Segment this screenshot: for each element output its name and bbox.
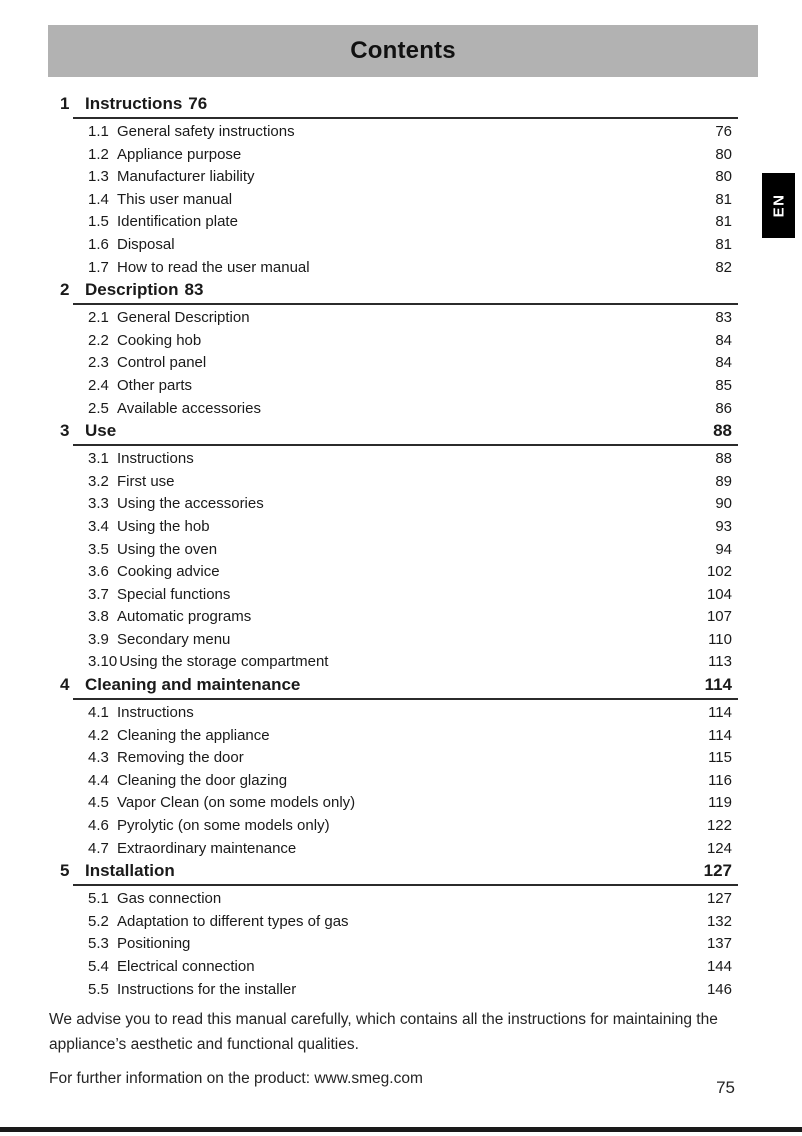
toc-entry xyxy=(60,702,738,725)
toc-section xyxy=(60,93,738,279)
toc-entry xyxy=(60,257,738,280)
entry-page: 81 xyxy=(715,235,732,253)
entry-title: General safety instructions xyxy=(117,123,295,140)
section-title: Installation xyxy=(85,861,175,881)
entry-number: 2.2 xyxy=(88,331,109,349)
entry-title: Appliance purpose xyxy=(117,145,242,163)
entry-page: 107 xyxy=(706,608,732,626)
footer xyxy=(49,1008,733,1092)
entry-number: 1.4 xyxy=(88,190,109,208)
entry-title: Gas connection xyxy=(117,890,222,908)
entry-number: 1.2 xyxy=(88,145,109,163)
entry-number: 2.4 xyxy=(88,376,109,394)
toc-entry xyxy=(60,956,738,979)
entry-title: Special functions xyxy=(117,585,231,603)
entry-number: 4.6 xyxy=(88,817,109,835)
section-page: 88 xyxy=(713,421,732,441)
toc-entry xyxy=(60,352,738,375)
entry-title: Using the hob xyxy=(117,517,210,535)
entry-number: 5.5 xyxy=(88,980,109,998)
entry-page: 81 xyxy=(715,213,732,231)
toc-entry xyxy=(60,911,738,934)
entry-page: 137 xyxy=(706,935,732,953)
toc-entry xyxy=(60,234,738,257)
entry-page: 124 xyxy=(706,839,732,857)
entry-title: General Description xyxy=(117,309,250,327)
section-entries xyxy=(60,446,738,674)
entry-page: 81 xyxy=(715,190,732,208)
entry-title: Instructions xyxy=(117,450,194,468)
entry-number: 5.4 xyxy=(88,958,109,975)
toc-entry xyxy=(60,651,738,674)
section-number: 5 xyxy=(60,861,70,881)
entry-number: 3.3 xyxy=(88,495,109,513)
entry-number: 4.5 xyxy=(88,794,109,812)
entry-page: 88 xyxy=(715,450,732,468)
entry-number: 5.1 xyxy=(88,890,109,908)
entry-number: 3.4 xyxy=(88,517,109,535)
entry-page: 144 xyxy=(706,958,732,975)
entry-page: 90 xyxy=(715,495,732,513)
entry-title: Cooking hob xyxy=(117,331,202,349)
entry-page: 116 xyxy=(708,771,732,789)
entry-title: Instructions for the installer xyxy=(117,980,297,998)
entry-number: 1.6 xyxy=(88,235,109,253)
toc-entry xyxy=(60,166,738,189)
entry-number: 3.7 xyxy=(88,585,109,603)
entry-title: Using the accessories xyxy=(117,495,264,513)
page-number: 75 xyxy=(716,1078,735,1097)
section-page-inline: 76 xyxy=(188,94,208,113)
toc-entry xyxy=(60,629,738,652)
toc xyxy=(60,93,738,1001)
entry-number: 3.2 xyxy=(88,472,109,490)
entry-page: 119 xyxy=(708,794,732,812)
section-page-inline: 83 xyxy=(184,280,204,300)
section-heading xyxy=(60,420,738,441)
section-title: Cleaning and maintenance xyxy=(85,675,301,695)
language-tab xyxy=(762,173,795,238)
section-entries xyxy=(60,119,738,279)
toc-entry xyxy=(60,189,738,212)
toc-entry xyxy=(60,471,738,494)
entry-page: 89 xyxy=(715,472,732,490)
entry-title: Cleaning the door glazing xyxy=(117,771,288,789)
toc-entry xyxy=(60,561,738,584)
toc-entry xyxy=(60,888,738,911)
entry-number: 4.7 xyxy=(88,839,109,857)
toc-entry xyxy=(60,493,738,516)
toc-entry xyxy=(60,307,738,330)
entry-number: 3.8 xyxy=(88,608,109,626)
entry-page: 114 xyxy=(708,704,732,722)
entry-page: 110 xyxy=(708,630,732,648)
section-number: 4 xyxy=(60,675,70,695)
entry-page: 86 xyxy=(715,399,732,417)
entry-title: Manufacturer liability xyxy=(117,168,255,186)
entry-page: 85 xyxy=(715,376,732,394)
entry-page: 127 xyxy=(706,890,732,908)
entry-number: 3.1 xyxy=(88,450,109,468)
entry-number: 1.3 xyxy=(88,168,109,186)
entry-number: 4.1 xyxy=(88,704,109,722)
entry-page: 84 xyxy=(715,331,732,349)
entry-title: Available accessories xyxy=(117,399,261,417)
toc-entry xyxy=(60,398,738,421)
section-heading xyxy=(60,674,738,695)
entry-number: 1.7 xyxy=(88,258,109,276)
toc-entry xyxy=(60,725,738,748)
entry-title: This user manual xyxy=(117,190,233,208)
toc-entry xyxy=(60,838,738,861)
entry-page: 76 xyxy=(715,123,732,140)
entry-page: 84 xyxy=(715,354,732,372)
toc-section xyxy=(60,420,738,674)
entry-title: Using the storage compartment xyxy=(119,653,329,671)
section-heading xyxy=(60,279,738,300)
entry-title: Identification plate xyxy=(117,213,238,231)
section-page: 127 xyxy=(703,861,732,881)
bottom-bar xyxy=(0,1127,802,1132)
toc-entry xyxy=(60,933,738,956)
entry-title: Cleaning the appliance xyxy=(117,726,270,744)
entry-number: 1.1 xyxy=(88,123,109,140)
entry-title: Automatic programs xyxy=(117,608,252,626)
entry-title: Pyrolytic (on some models only) xyxy=(117,817,330,835)
language-tab-label: EN xyxy=(770,193,787,218)
toc-entry xyxy=(60,584,738,607)
section-title: Use xyxy=(85,421,117,441)
entry-number: 3.10 xyxy=(88,653,118,671)
toc-entry xyxy=(60,448,738,471)
section-page: 114 xyxy=(704,675,732,695)
section-number: 2 xyxy=(60,280,70,300)
entry-title: Control panel xyxy=(117,354,207,372)
footer-info-text: For further information on the product: www.smeg.com xyxy=(49,1070,423,1087)
entry-title: Vapor Clean (on some models only) xyxy=(117,794,356,812)
entry-number: 3.5 xyxy=(88,540,109,558)
section-entries xyxy=(60,305,738,420)
entry-number: 2.5 xyxy=(88,399,109,417)
entry-title: Cooking advice xyxy=(117,563,220,581)
entry-number: 2.1 xyxy=(88,309,109,327)
entry-title: Using the oven xyxy=(117,540,218,558)
entry-page: 80 xyxy=(715,168,732,186)
entry-page: 122 xyxy=(706,817,732,835)
section-number: 1 xyxy=(60,94,70,113)
section-title: Instructions xyxy=(85,94,183,113)
page-title: Contents xyxy=(350,37,456,64)
entry-number: 3.9 xyxy=(88,630,109,648)
entry-page: 104 xyxy=(706,585,732,603)
toc-section xyxy=(60,860,738,1001)
toc-entry xyxy=(60,121,738,144)
toc-entry xyxy=(60,815,738,838)
entry-number: 4.4 xyxy=(88,771,109,789)
entry-number: 1.5 xyxy=(88,213,109,231)
entry-title: Other parts xyxy=(117,376,193,394)
entry-title: Instructions xyxy=(117,704,194,722)
entry-page: 146 xyxy=(706,980,732,998)
toc-entry xyxy=(60,539,738,562)
toc-entry xyxy=(60,979,738,1002)
toc-section xyxy=(60,674,738,860)
toc-entry xyxy=(60,211,738,234)
entry-number: 5.2 xyxy=(88,912,109,930)
entry-page: 93 xyxy=(715,517,732,535)
entry-page: 82 xyxy=(715,258,732,276)
entry-number: 4.2 xyxy=(88,726,109,744)
entry-title: Extraordinary maintenance xyxy=(117,839,297,857)
entry-page: 132 xyxy=(706,912,732,930)
toc-entry xyxy=(60,375,738,398)
entry-title: Secondary menu xyxy=(117,630,231,648)
section-number: 3 xyxy=(60,421,70,441)
entry-page: 80 xyxy=(715,145,732,163)
entry-title: Removing the door xyxy=(117,749,244,767)
entry-title: Adaptation to different types of gas xyxy=(117,912,349,930)
toc-entry xyxy=(60,516,738,539)
entry-page: 115 xyxy=(708,749,732,767)
entry-title: Positioning xyxy=(117,935,191,953)
entry-page: 94 xyxy=(715,540,732,558)
section-heading xyxy=(60,93,738,114)
toc-entry xyxy=(60,770,738,793)
toc-entry xyxy=(60,144,738,167)
entry-title: First use xyxy=(117,472,175,490)
entry-page: 113 xyxy=(708,653,732,671)
toc-section xyxy=(60,279,738,420)
toc-entry xyxy=(60,747,738,770)
footer-advice-text: We advise you to read this manual carefully, which contains all the instructions for maintaining the appliance’s aesthetic and functional qualities. xyxy=(49,1011,718,1053)
entry-title: Disposal xyxy=(117,235,175,253)
section-title: Description xyxy=(85,280,179,300)
toc-entry xyxy=(60,606,738,629)
entry-page: 102 xyxy=(706,563,732,581)
toc-entry xyxy=(60,330,738,353)
entry-page: 83 xyxy=(715,309,732,327)
section-entries xyxy=(60,886,738,1001)
section-entries xyxy=(60,700,738,860)
toc-entry xyxy=(60,792,738,815)
entry-title: Electrical connection xyxy=(117,958,255,975)
entry-number: 5.3 xyxy=(88,935,109,953)
entry-number: 4.3 xyxy=(88,749,109,767)
entry-title: How to read the user manual xyxy=(117,258,310,276)
contents-header-bar xyxy=(48,25,758,77)
entry-page: 114 xyxy=(708,726,732,744)
entry-number: 3.6 xyxy=(88,563,109,581)
entry-number: 2.3 xyxy=(88,354,109,372)
section-heading xyxy=(60,860,738,881)
